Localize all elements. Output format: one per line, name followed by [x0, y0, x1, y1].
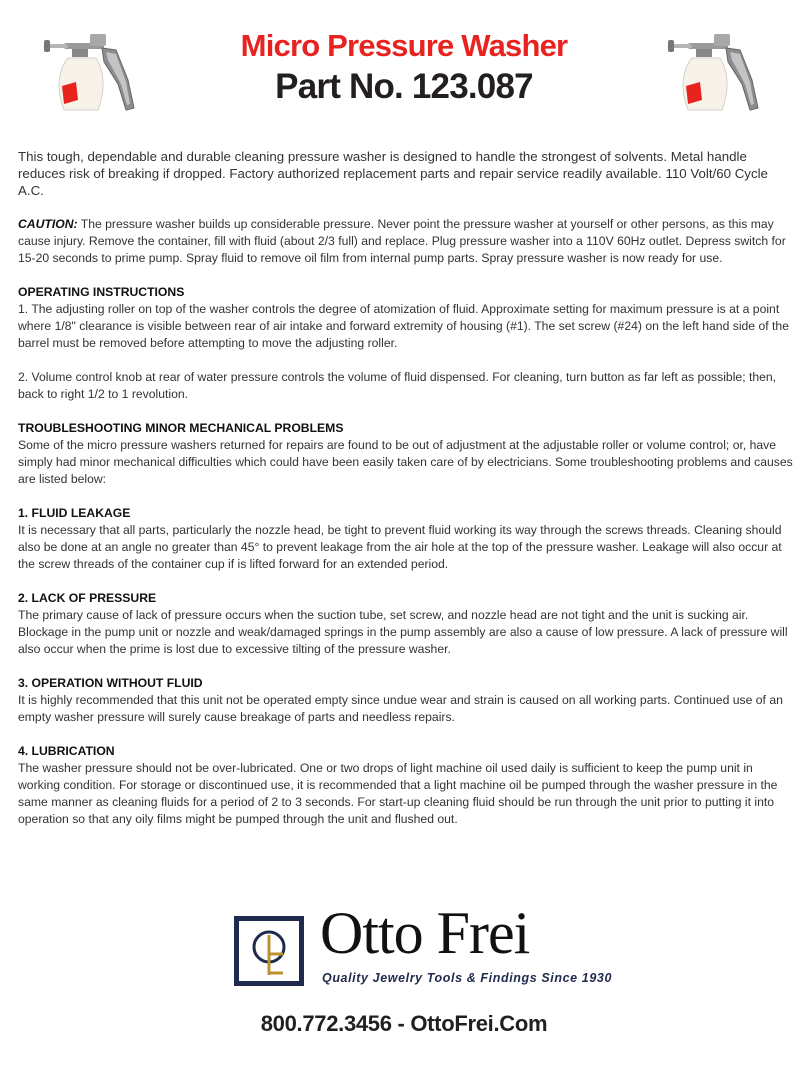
operating-instruction-1: 1. The adjusting roller on top of the washer controls the degree of atomization of fluid. Approximate setting for maximum pressure is at a point where 1/8" clearance is visible between rear of air intake and forward extremity of housing (#1). The set screw (#24) on the left hand side of the barrel must be removed before attempting to move the adjusting roller. [18, 302, 789, 350]
operating-instructions-heading: OPERATING INSTRUCTIONS [18, 285, 185, 299]
monogram-glyph [239, 921, 299, 981]
fluid-leakage-text: It is necessary that all parts, particularly the nozzle head, be tight to prevent fluid working its way through the screws threads. Cleaning should also be done at an angle no greater than 45° to prevent leakage from the air hole at the top of the pressure washer. Leakage will also occur at the screw threads of the container cup if is lifted forward for an extended period. [18, 523, 782, 571]
caution-paragraph [18, 216, 796, 267]
logo-tagline: Quality Jewelry Tools & Findings Since 1930 [322, 971, 613, 985]
pressure-washer-icon [668, 34, 758, 110]
instructions-body [18, 148, 796, 828]
troubleshooting-heading: TROUBLESHOOTING MINOR MECHANICAL PROBLEMS [18, 421, 344, 435]
operating-instruction-2: 2. Volume control knob at rear of water pressure controls the volume of fluid dispensed. For cleaning, turn button as far left as possible; then, back to right 1/2 to 1 revolution. [18, 370, 777, 401]
caution-label: CAUTION: [18, 217, 78, 231]
pressure-washer-icon [44, 34, 134, 110]
lubrication-text: The washer pressure should not be over-lubricated. One or two drops of light machine oil used daily is sufficient to keep the pump unit in working condition. For storage or discontinued use, it is recommended that a light machine oil be pumped through the washer pressure in the same manner as cleaning fluids for a period of 2 to 3 seconds. For start-up cleaning fluid should be run through the unit prior to putting it into operation so that any oily films might be pumped through the unit and flushed out. [18, 761, 778, 826]
fluid-leakage-heading: 1. FLUID LEAKAGE [18, 506, 131, 520]
part-number: Part No. 123.087 [275, 67, 533, 106]
operation-without-fluid-text: It is highly recommended that this unit not be operated empty since undue wear and strain is caused on all working parts. Continued use of an empty washer pressure will surely cause breakage of parts and needless repairs. [18, 693, 783, 724]
contact-line[interactable]: 800.772.3456 - OttoFrei.Com [260, 1011, 548, 1036]
caution-text: The pressure washer builds up considerable pressure. Never point the pressure washer at yourself or other persons, as this may cause injury. Remove the container, fill with fluid (about 2/3 full) and replace. Plug pressure washer into a 110V 60Hz outlet. Depress switch for 15-20 seconds to prime pump. Spray fluid to remove oil film from internal pump parts. Spray pressure washer is now ready for use. [18, 217, 786, 265]
lack-of-pressure-text: The primary cause of lack of pressure occurs when the suction tube, set screw, and nozzle head are not tight and the unit is sucking air. Blockage in the pump unit or nozzle and weak/damaged springs in the pump assembly are also a cause of low pressure. A lack of pressure will also occur when the prime is lost due to excessive tilting of the pressure washer. [18, 608, 788, 656]
logo-wordmark: Otto Frei [320, 900, 530, 966]
otto-frei-logo [234, 900, 613, 991]
pressure-washer-image-left [42, 30, 146, 116]
lack-of-pressure-heading: 2. LACK OF PRESSURE [18, 591, 157, 605]
page-title: Micro Pressure Washer [240, 28, 568, 63]
intro-paragraph: This tough, dependable and durable cleaning pressure washer is designed to handle the strongest of solvents. Metal handle reduces risk of breaking if dropped. Factory authorized replacement parts and repair service readily available. 110 Volt/60 Cycle A.C. [18, 149, 768, 198]
troubleshooting-intro: Some of the micro pressure washers returned for repairs are found to be out of adjustment at the adjustable roller or volume control; or, have simply had minor mechanical difficulties which could have been easily taken care of by electricians. Some troubleshooting problems and causes are listed below: [18, 438, 793, 486]
pressure-washer-image-right [666, 30, 770, 116]
operation-without-fluid-heading: 3. OPERATION WITHOUT FLUID [18, 676, 203, 690]
lubrication-heading: 4. LUBRICATION [18, 744, 115, 758]
of-monogram-icon [234, 916, 304, 986]
